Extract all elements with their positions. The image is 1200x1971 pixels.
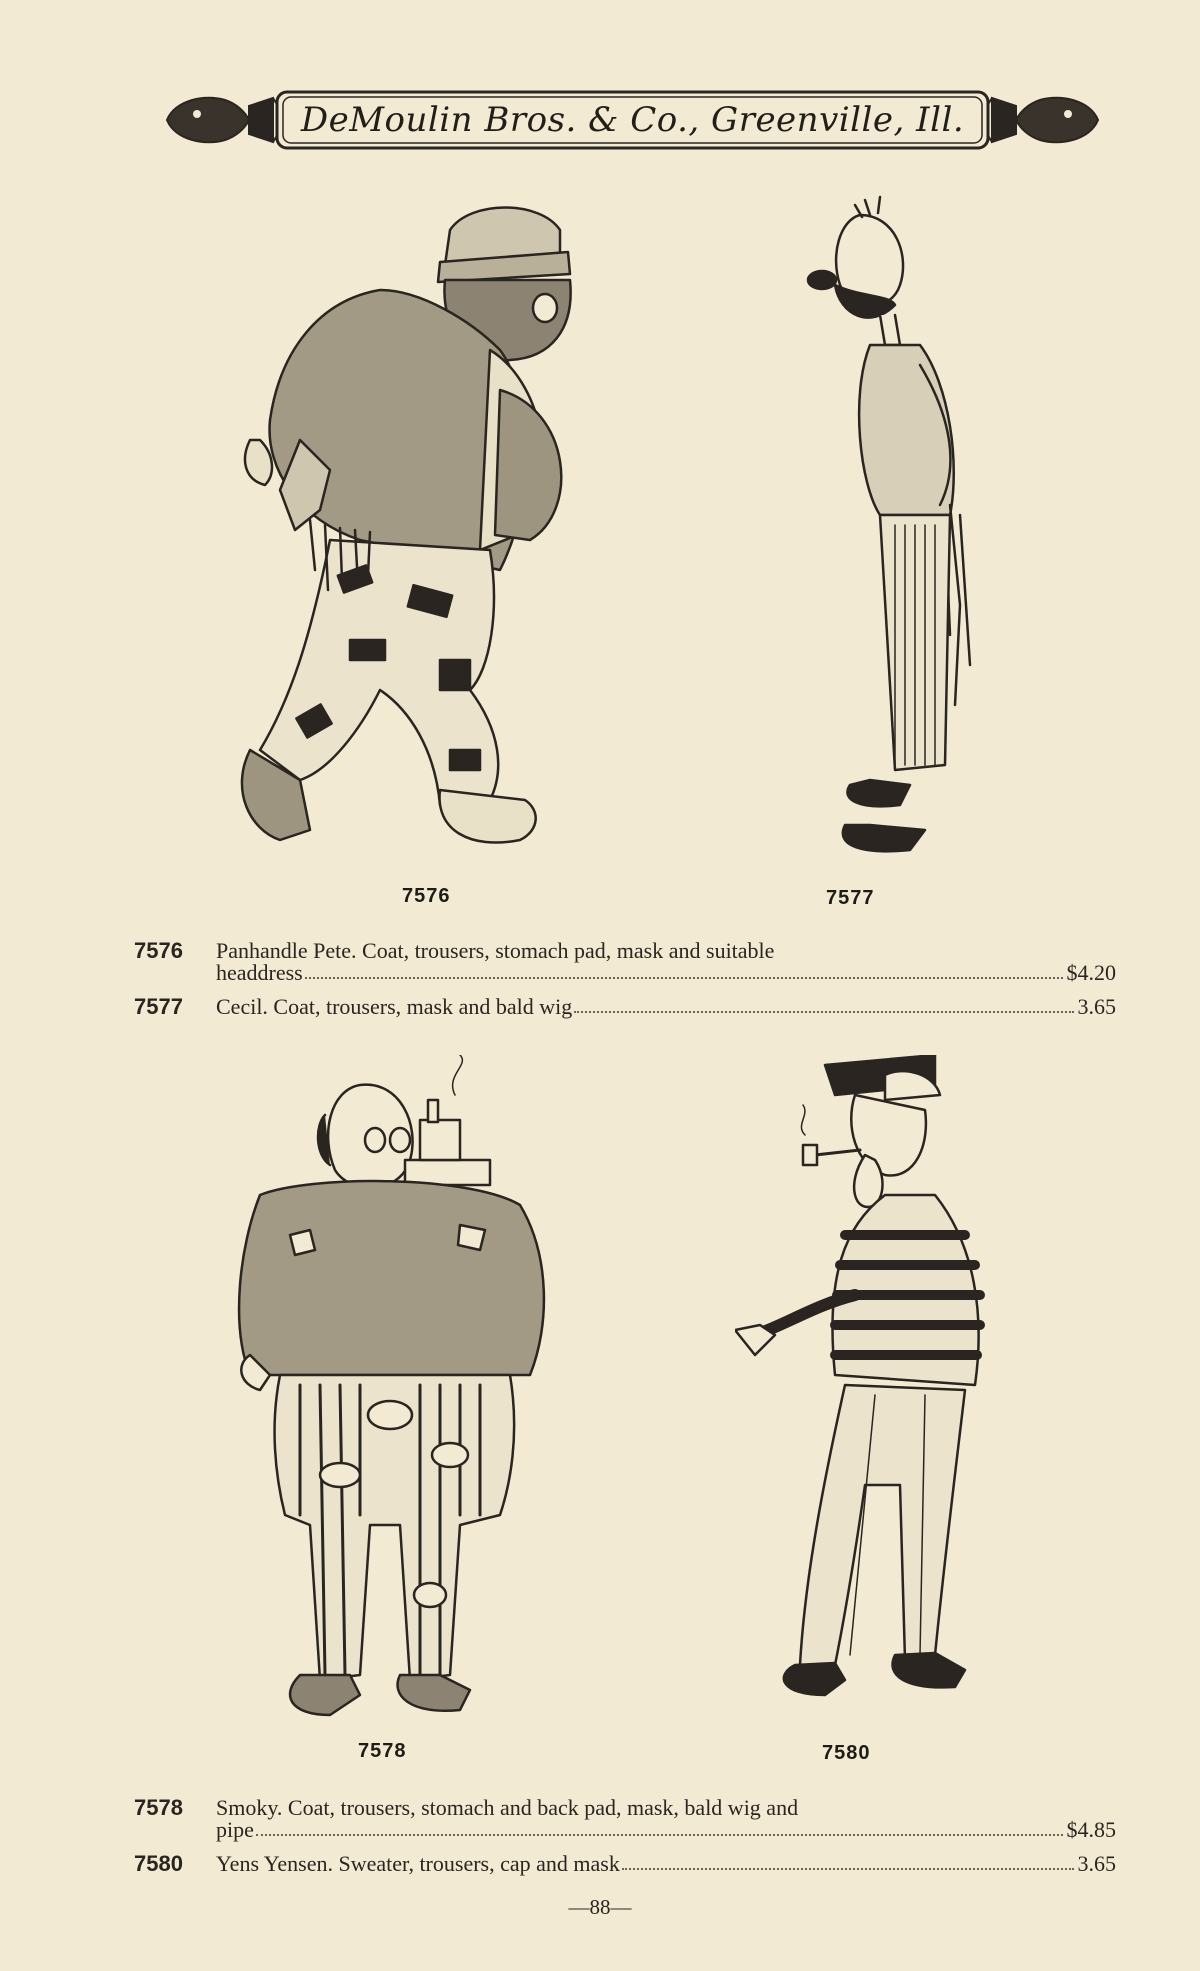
entry-description: Smoky. Coat, trousers, stomach and back pad, mask, bald wig and xyxy=(216,1795,799,1820)
entry-continuation xyxy=(216,1819,1116,1841)
entry-number: 7577 xyxy=(134,994,183,1019)
figure-number-7578: 7578 xyxy=(358,1740,407,1762)
entry-line xyxy=(216,996,1116,1018)
catalog-entry-7576 xyxy=(134,940,1119,984)
figure-number-7577: 7577 xyxy=(826,887,875,909)
catalog-header xyxy=(165,86,1100,154)
entry-number: 7576 xyxy=(134,938,183,963)
yens-yensen-illustration xyxy=(735,1055,1055,1725)
entry-description-cont: headdress xyxy=(216,960,303,985)
leader-dots xyxy=(305,977,1063,979)
entry-description: Panhandle Pete. Coat, trousers, stomach pad, mask and suitable xyxy=(216,938,775,963)
entry-price: 3.65 xyxy=(1077,1851,1116,1876)
catalog-entry-7578 xyxy=(134,1797,1119,1841)
entry-description-cont: pipe xyxy=(216,1817,254,1842)
leader-dots xyxy=(622,1868,1074,1870)
catalog-title: DeMoulin Bros. & Co., Greenville, Ill. xyxy=(300,100,965,140)
entry-continuation xyxy=(216,962,1116,984)
entry-price: $4.85 xyxy=(1066,1817,1116,1842)
page-number: —88— xyxy=(568,1895,632,1919)
catalog-entry-7580 xyxy=(134,1853,1119,1875)
leader-dots xyxy=(256,1834,1063,1836)
entry-description: Cecil. Coat, trousers, mask and bald wig xyxy=(216,994,573,1019)
entry-description: Yens Yensen. Sweater, trousers, cap and mask xyxy=(216,1851,620,1876)
entry-number: 7580 xyxy=(134,1851,183,1876)
entry-price: $4.20 xyxy=(1066,960,1116,985)
cecil-illustration xyxy=(800,185,1000,865)
smoky-illustration xyxy=(230,1055,570,1725)
entry-price: 3.65 xyxy=(1077,994,1116,1019)
entry-line xyxy=(216,1853,1116,1875)
entry-number: 7578 xyxy=(134,1795,183,1820)
figure-number-7576: 7576 xyxy=(402,885,451,907)
leader-dots xyxy=(574,1011,1073,1013)
catalog-entry-7577 xyxy=(134,996,1119,1018)
figure-number-7580: 7580 xyxy=(822,1742,871,1764)
panhandle-pete-illustration xyxy=(240,190,680,870)
